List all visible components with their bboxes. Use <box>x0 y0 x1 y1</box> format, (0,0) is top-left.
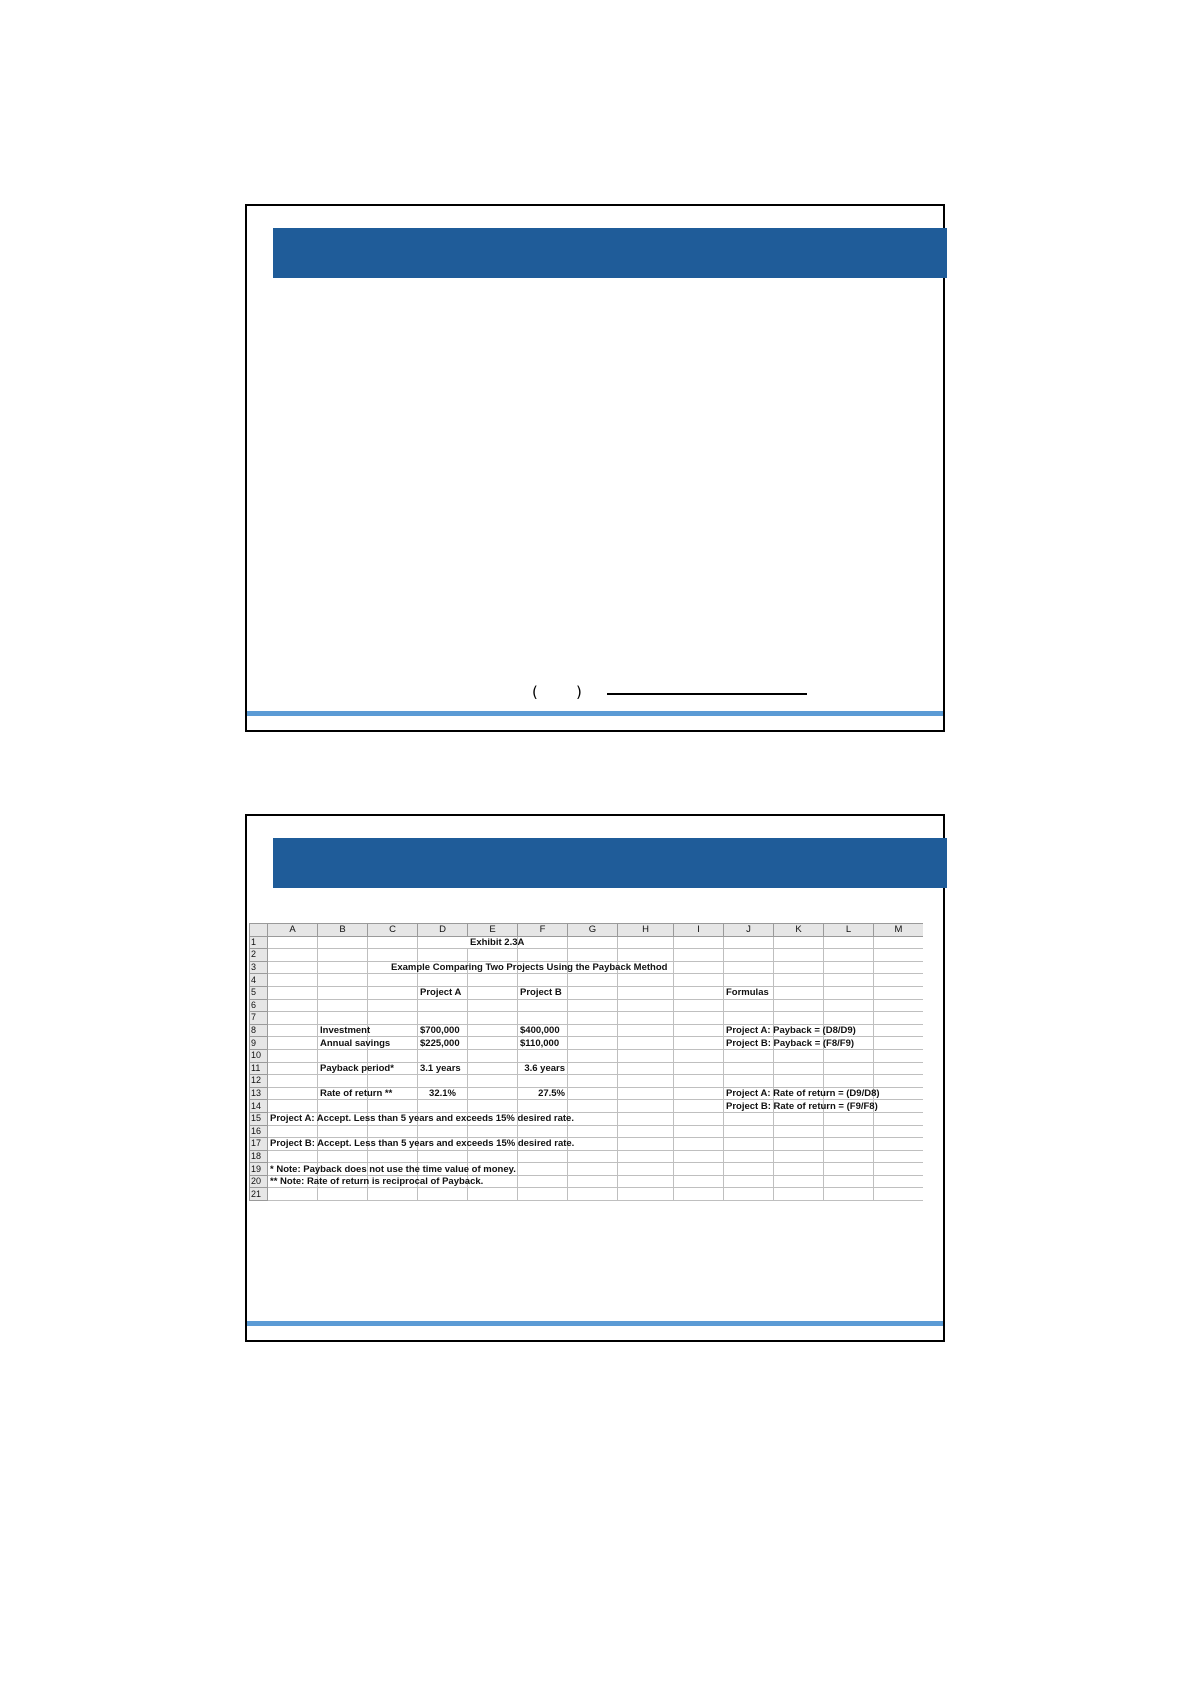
annual-savings-a: $225,000 <box>418 1037 468 1050</box>
formula-return-a: Project A: Rate of return = (D9/D8) <box>724 1087 774 1100</box>
table-row <box>250 999 924 1012</box>
formula-fragment <box>532 683 582 701</box>
table-row <box>250 1175 924 1188</box>
column-header: H <box>618 924 674 937</box>
annual-savings-label: Annual savings <box>318 1037 368 1050</box>
column-header: A <box>268 924 318 937</box>
table-row <box>250 1112 924 1125</box>
table-row <box>250 1125 924 1138</box>
annual-savings-b: $110,000 <box>518 1037 568 1050</box>
table-row <box>250 974 924 987</box>
table-row <box>250 1049 924 1062</box>
row-number: 4 <box>250 974 268 987</box>
row-number: 14 <box>250 1100 268 1113</box>
formula-payback-b: Project B: Payback = (F8/F9) <box>724 1037 774 1050</box>
investment-label: Investment <box>318 1024 368 1037</box>
column-header: J <box>724 924 774 937</box>
table-row <box>250 961 924 974</box>
column-header: I <box>674 924 724 937</box>
table-row <box>250 1037 924 1050</box>
column-header: K <box>774 924 824 937</box>
row-number: 20 <box>250 1175 268 1188</box>
fraction-line <box>607 693 807 695</box>
row-number: 3 <box>250 961 268 974</box>
table-row <box>250 1188 924 1201</box>
column-header: F <box>518 924 568 937</box>
row-number: 2 <box>250 949 268 962</box>
payback-period-label: Payback period* <box>318 1062 368 1075</box>
table-row <box>250 986 924 999</box>
row-number: 8 <box>250 1024 268 1037</box>
slide-title-bar <box>273 228 947 278</box>
investment-a: $700,000 <box>418 1024 468 1037</box>
conclusion-b: Project B: Accept. Less than 5 years and exceeds 15% desired rate. <box>268 1138 318 1151</box>
column-header: G <box>568 924 618 937</box>
column-header: B <box>318 924 368 937</box>
table-row <box>250 949 924 962</box>
table-row <box>250 1138 924 1151</box>
row-number: 11 <box>250 1062 268 1075</box>
column-header: D <box>418 924 468 937</box>
row-number: 5 <box>250 986 268 999</box>
table-row <box>250 1100 924 1113</box>
formula-return-b: Project B: Rate of return = (F9/F8) <box>724 1100 774 1113</box>
row-number: 9 <box>250 1037 268 1050</box>
column-header: L <box>824 924 874 937</box>
spreadsheet-grid <box>249 923 923 1201</box>
payback-period-b: 3.6 years <box>518 1062 568 1075</box>
rate-of-return-a: 32.1% <box>418 1087 468 1100</box>
corner-cell <box>250 924 268 937</box>
slide-title-bar <box>273 838 947 888</box>
note-payback: * Note: Payback does not use the time value of money. <box>268 1163 318 1176</box>
table-row <box>250 936 924 949</box>
table-row <box>250 1150 924 1163</box>
table-row <box>250 1163 924 1176</box>
formulas-header: Formulas <box>724 986 774 999</box>
column-header-row <box>250 924 924 937</box>
row-number: 1 <box>250 936 268 949</box>
spreadsheet-exhibit <box>249 923 923 1203</box>
slide-footer-line <box>247 1321 943 1326</box>
rate-of-return-b: 27.5% <box>518 1087 568 1100</box>
table-row <box>250 1012 924 1025</box>
investment-b: $400,000 <box>518 1024 568 1037</box>
column-header: E <box>468 924 518 937</box>
table-row <box>250 1087 924 1100</box>
slide-1 <box>245 204 945 732</box>
row-number: 10 <box>250 1049 268 1062</box>
payback-period-a: 3.1 years <box>418 1062 468 1075</box>
rate-of-return-label: Rate of return ** <box>318 1087 368 1100</box>
table-row <box>250 1062 924 1075</box>
column-header: C <box>368 924 418 937</box>
row-number: 13 <box>250 1087 268 1100</box>
row-number: 16 <box>250 1125 268 1138</box>
column-header: M <box>874 924 924 937</box>
row-number: 17 <box>250 1138 268 1151</box>
row-number: 6 <box>250 999 268 1012</box>
table-row <box>250 1024 924 1037</box>
slide-2 <box>245 814 945 1342</box>
formula-payback-a: Project A: Payback = (D8/D9) <box>724 1024 774 1037</box>
row-number: 19 <box>250 1163 268 1176</box>
note-rate-of-return: ** Note: Rate of return is reciprocal of Payback. <box>268 1175 318 1188</box>
table-row <box>250 1075 924 1088</box>
exhibit-title: Exhibit 2.3A <box>468 936 518 949</box>
row-number: 15 <box>250 1112 268 1125</box>
project-b-header: Project B <box>518 986 568 999</box>
left-paren: ( <box>532 683 538 701</box>
conclusion-a: Project A: Accept. Less than 5 years and exceeds 15% desired rate. <box>268 1112 318 1125</box>
row-number: 12 <box>250 1075 268 1088</box>
right-paren: ) <box>576 683 582 701</box>
row-number: 21 <box>250 1188 268 1201</box>
slide-footer-line <box>247 711 943 716</box>
sheet-subtitle: Example Comparing Two Projects Using the Payback Method <box>368 961 418 974</box>
row-number: 18 <box>250 1150 268 1163</box>
row-number: 7 <box>250 1012 268 1025</box>
project-a-header: Project A <box>418 986 468 999</box>
